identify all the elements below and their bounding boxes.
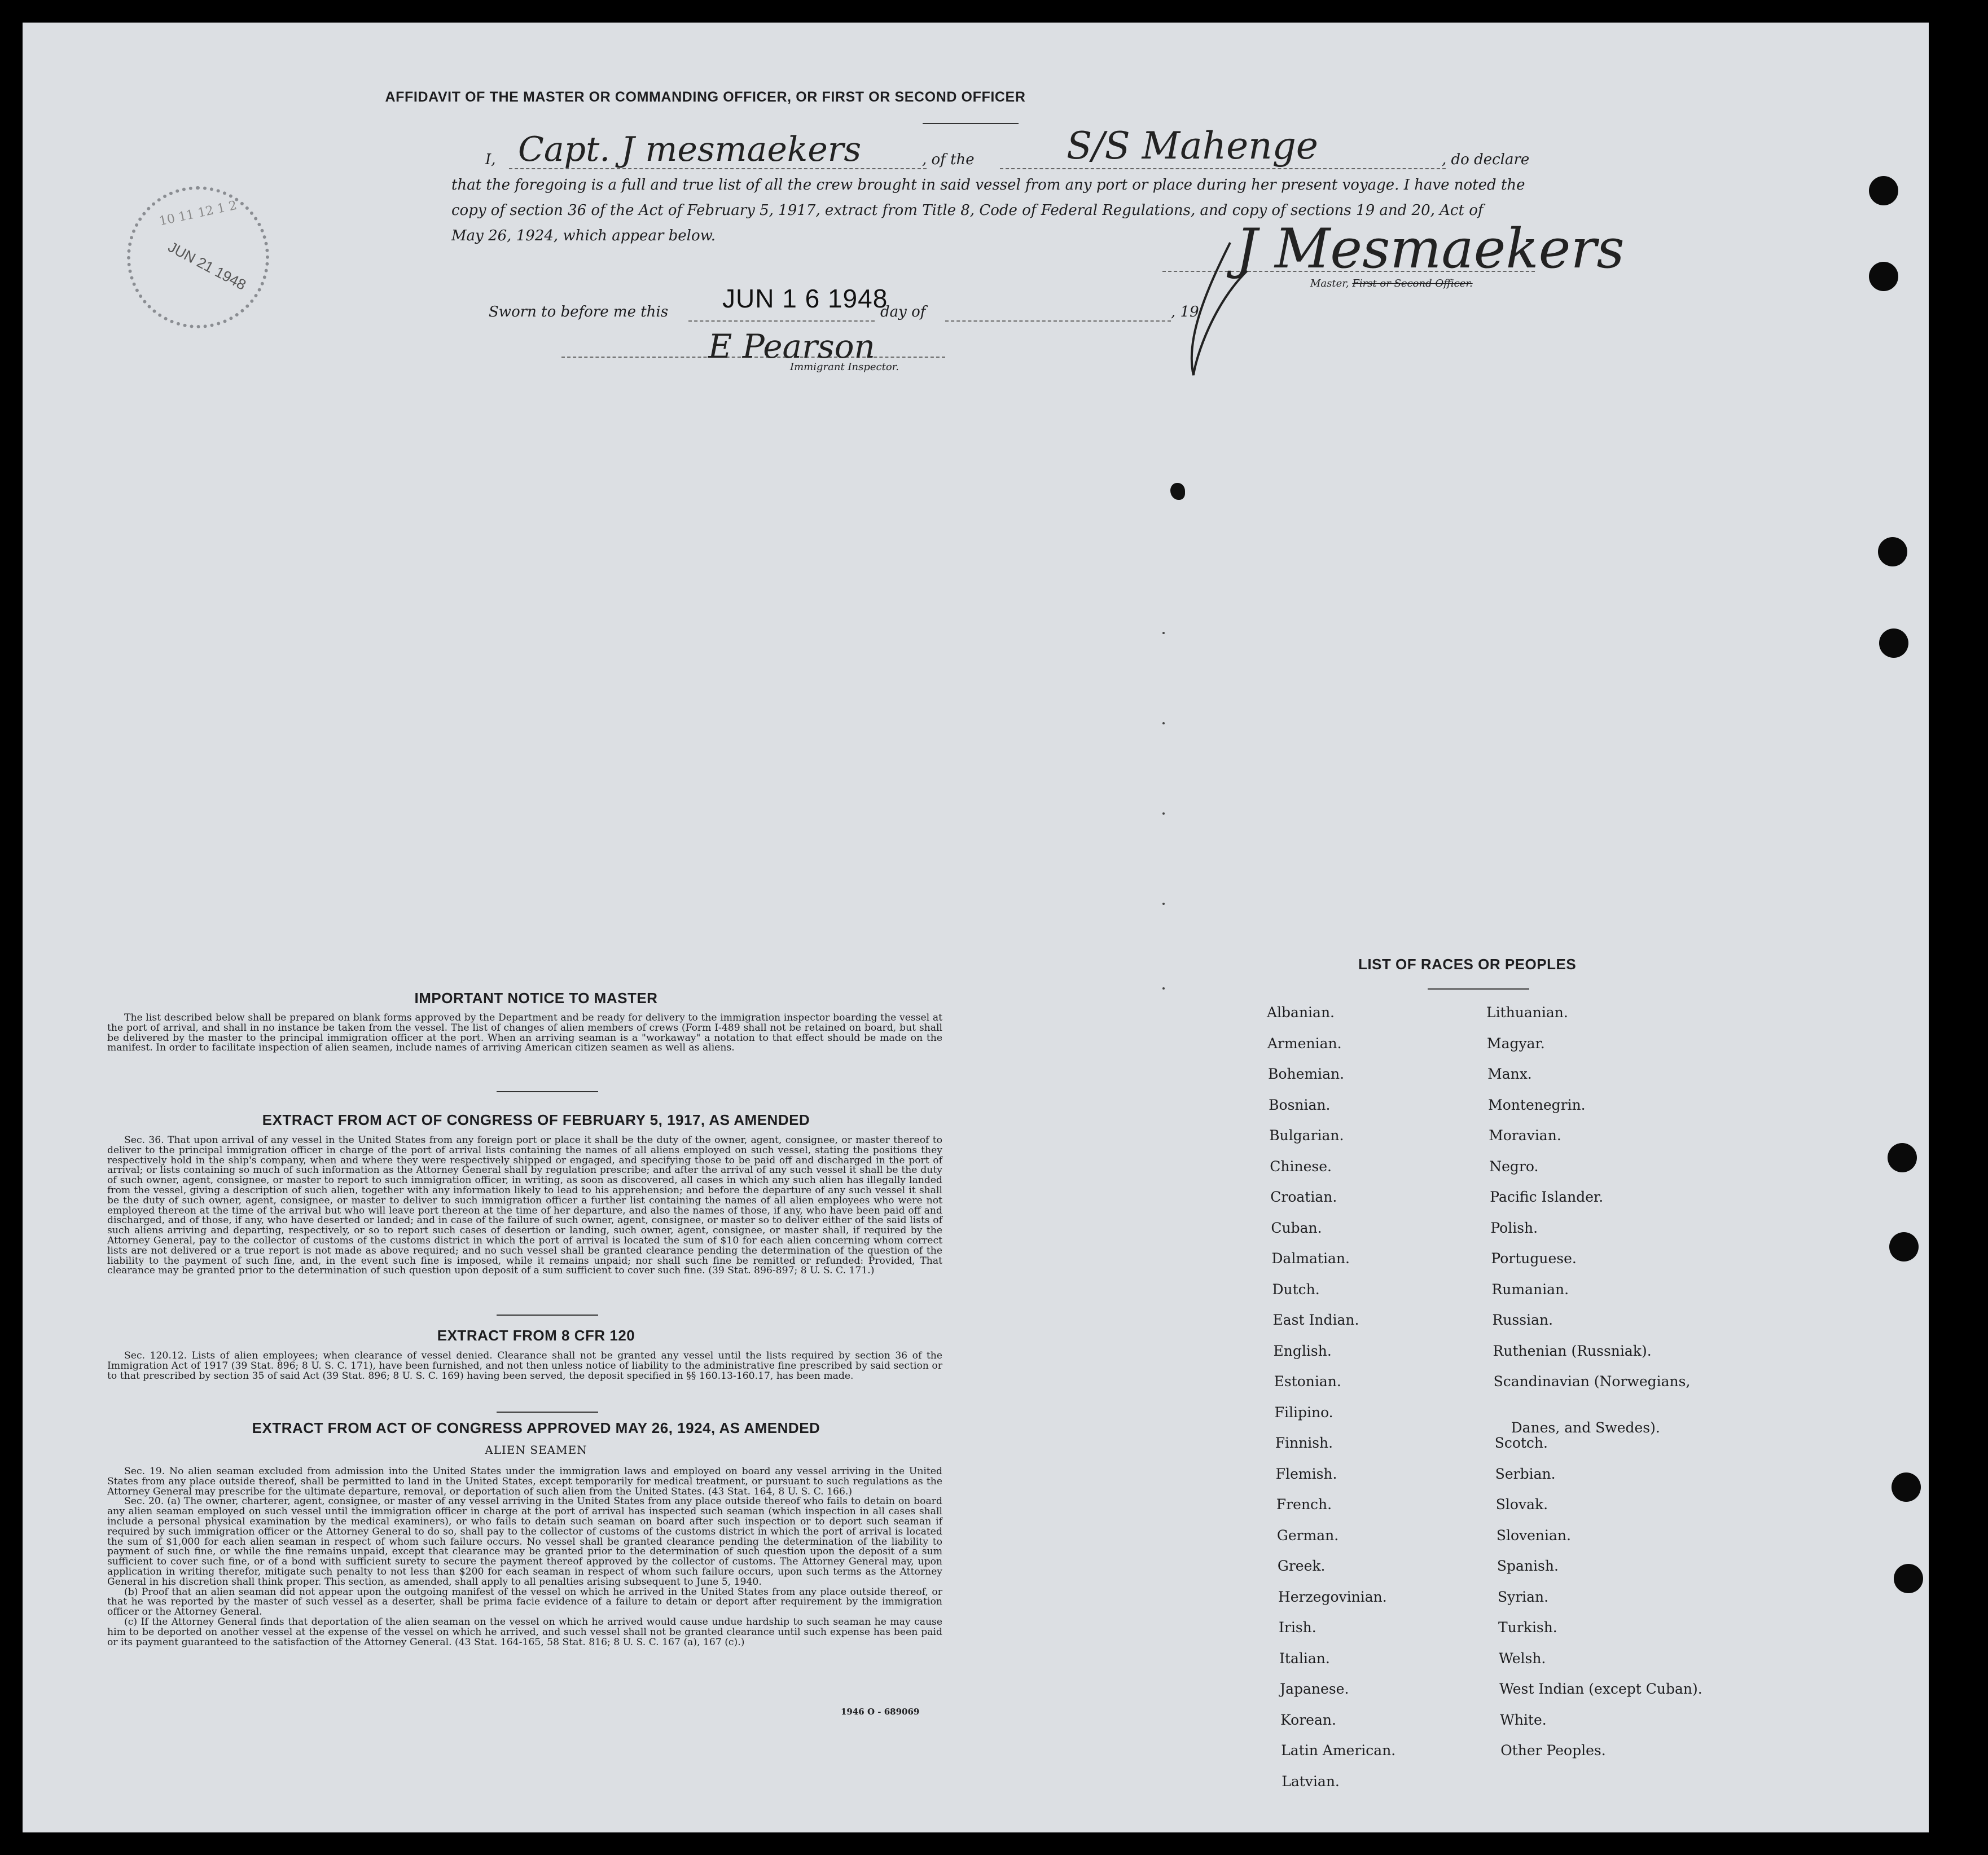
print-code: 1946 O - 689069 (841, 1707, 920, 1717)
sec-19-text: Sec. 19. No alien seaman excluded from admission into the United States under the immigration laws and employed on board any vessel arriving in the United States from any place outside thereof, shall be permitted to land in the United States, except temporarily for medical treatment, or pursuant to such regulations as the Attorney General may prescribe for the ultimate departure, removal, or deportation of such alien from the United States. (43 Stat. 164, 8 U. S. C. 166.) (107, 1466, 942, 1497)
race-item: Ruthenian (Russniak). (1493, 1342, 1652, 1359)
sworn-label: Sworn to before me this (489, 304, 669, 320)
race-item: Flemish. (1275, 1465, 1337, 1482)
sworn-day-line (688, 320, 875, 322)
race-item: Filipino. (1274, 1404, 1333, 1421)
extract-1924-body (107, 1467, 942, 1647)
races-title: LIST OF RACES OR PEOPLES (1358, 956, 1577, 973)
master-name-handwritten: Capt. J mesmaekers (518, 130, 862, 169)
race-item: Russian. (1492, 1312, 1553, 1328)
race-item: Negro. (1489, 1158, 1539, 1175)
race-item: Pacific Islander. (1490, 1189, 1604, 1205)
race-item: German. (1276, 1527, 1339, 1544)
race-item: Spanish. (1497, 1558, 1559, 1574)
declaration-line-3: copy of section 36 of the Act of February 5, 1917, extract from Title 8, Code of Federal Regulations, and copy of sections 19 and 20, Act of (451, 202, 1484, 219)
extract-cfr-title: EXTRACT FROM 8 CFR 120 (437, 1327, 635, 1344)
master-caption-master: Master, (1310, 278, 1349, 289)
race-item: West Indian (except Cuban). (1499, 1681, 1702, 1697)
document-sheet (23, 23, 1929, 1832)
inspector-signature: E Pearson (708, 327, 875, 366)
race-item: Welsh. (1499, 1650, 1546, 1667)
race-item: Slovak. (1495, 1496, 1548, 1513)
race-item: Croatian. (1270, 1189, 1337, 1205)
sworn-date-stamp: JUN 1 6 1948 (722, 284, 888, 313)
race-item: Finnish. (1275, 1435, 1333, 1451)
race-item: Bohemian. (1268, 1066, 1345, 1082)
title-rule (923, 123, 1019, 124)
master-caption (1310, 278, 1473, 289)
race-item: Magyar. (1487, 1035, 1545, 1052)
year-prefix: , 19 (1171, 304, 1199, 320)
notice-rule (497, 1091, 598, 1092)
race-item: Manx. (1487, 1066, 1532, 1082)
punch-hole (1892, 1472, 1921, 1502)
race-item: Danes, and Swedes). (1511, 1419, 1660, 1436)
print-dot (1162, 632, 1165, 634)
print-dot (1162, 812, 1165, 815)
punch-hole (1894, 1564, 1923, 1593)
race-item: Scandinavian (Norwegians, (1493, 1373, 1691, 1390)
race-item: Italian. (1279, 1650, 1330, 1667)
sec-20c-text: (c) If the Attorney General finds that deportation of the alien seaman on the vessel on which he arrived would cause undue hardship to such seaman he may cause him to be deported on another vessel at the expense of the vessel on which he arrived, and such vessel shall not be granted clearance until such expense has been paid or its payment guaranteed to the satisfaction of the Attorney General. (43 Stat. 164-165, 58 Stat. 816; 8 U. S. C. 167 (a), 167 (c).) (107, 1616, 942, 1648)
race-item: Slovenian. (1496, 1527, 1571, 1544)
race-item: Latin American. (1281, 1742, 1396, 1759)
sworn-month-line (945, 320, 1171, 322)
race-item: Rumanian. (1491, 1281, 1569, 1298)
race-item: Irish. (1279, 1619, 1316, 1636)
postmark-date: JUN 21 1948 (165, 238, 249, 293)
punch-hole (1888, 1143, 1917, 1172)
declaration-line-2a: that the foregoing is a full and true list of all the crew brought in said vessel from any port or place during (451, 177, 1247, 194)
race-item: Japanese. (1280, 1681, 1349, 1697)
race-item: Other Peoples. (1500, 1742, 1606, 1759)
race-item: East Indian. (1272, 1312, 1359, 1328)
master-caption-struck: First or Second Officer. (1352, 278, 1473, 289)
day-of-label: day of (880, 304, 926, 320)
race-item: Herzegovinian. (1278, 1588, 1387, 1605)
punch-hole (1879, 628, 1908, 658)
notice-text: The list described below shall be prepared on blank forms approved by the Department and be ready for delivery to the immigration inspector boarding the vessel at the port of arrival, and shall in no instance be taken from the vessel. The list of changes of alien members of crews (Form I-489 shall not be retained on board, but shall be delivered by the master to the principal immigration officer at the port. When an arriving seaman is a "workaway" a notation to that effect should be made on the manifest. In order to facilitate inspection of alien seamen, include names of arriving American citizen seamen as well as aliens. (107, 1012, 942, 1054)
affidavit-title: AFFIDAVIT OF THE MASTER OR COMMANDING OFFICER, OR FIRST OR SECOND OFFICER (385, 89, 1026, 105)
inspector-caption: Immigrant Inspector. (790, 361, 899, 373)
race-item: French. (1276, 1496, 1332, 1513)
race-item: Moravian. (1489, 1127, 1561, 1144)
extract-1917-rule (497, 1315, 598, 1316)
declare-label: , do declare (1442, 151, 1530, 168)
declaration-line-2 (451, 177, 1525, 194)
sec-20b-text: (b) Proof that an alien seaman did not appear upon the outgoing manifest of the vessel on which he arrived in the United States from any place outside thereof, or that he was reported by the master of such vessel as a deserter, shall be prima facie evidence of a failure to detain or deport after requirement by the immigration officer or the Attorney General. (107, 1586, 942, 1618)
punch-hole (1869, 176, 1898, 205)
race-item: Albanian. (1267, 1004, 1335, 1021)
vessel-name-handwritten: S/S Mahenge (1067, 124, 1318, 168)
i-label: I, (485, 151, 496, 168)
her-word: her (1251, 177, 1276, 194)
vessel-name-line (1000, 168, 1446, 169)
postmark-stamp (127, 186, 269, 328)
extract-cfr-text: Sec. 120.12. Lists of alien employees; when clearance of vessel denied. Clearance shall not be granted any vessel until the lists required by section 36 of the Immigration Act of 1917 (39 Stat. 896; 8 U. S. C. 171), have been furnished, and not then unless notice of liability to the administrative fine prescribed by said section or to that prescribed by section 35 of said Act (39 Stat. 896; 8 U. S. C. 169) having been served, the deposit specified in §§ 160.13-160.17, has been made. (107, 1350, 942, 1382)
print-dot (1162, 722, 1165, 724)
race-item: Syrian. (1497, 1588, 1549, 1605)
race-item: Greek. (1277, 1558, 1326, 1574)
race-item: Polish. (1490, 1219, 1538, 1236)
race-item: Estonian. (1274, 1373, 1341, 1390)
race-item: Portuguese. (1491, 1250, 1577, 1267)
declaration-line-4: May 26, 1924, which appear below. (451, 227, 716, 244)
race-item: Dalmatian. (1271, 1250, 1350, 1267)
of-the-label: , of the (922, 151, 975, 168)
race-item: Dutch. (1272, 1281, 1320, 1298)
extract-1917-title: EXTRACT FROM ACT OF CONGRESS OF FEBRUARY 5, 1917, AS AMENDED (262, 1111, 810, 1128)
extract-cfr-rule (497, 1412, 598, 1413)
declaration-line-2c: present voyage. I have noted the (1280, 177, 1525, 194)
master-signature: J Mesmaekers (1236, 217, 1625, 280)
race-item: Bulgarian. (1269, 1127, 1344, 1144)
race-item: Montenegrin. (1488, 1096, 1586, 1113)
race-item: Scotch. (1494, 1435, 1548, 1451)
notice-title: IMPORTANT NOTICE TO MASTER (414, 990, 658, 1006)
punch-hole (1889, 1232, 1919, 1261)
race-item: Cuban. (1271, 1219, 1322, 1236)
extract-1917-text: Sec. 36. That upon arrival of any vessel in the United States from any foreign port or place it shall be the duty of the owner, agent, consignee, or master thereof to deliver to the principal immigration officer in charge of the port of arrival lists containing the names of all aliens employed on such vessel, stating the positions they respectively hold in the ship's company, when and where they were respectively shipped or engaged, and specifying those to be paid off and discharged in the port of arrival; or lists containing so much of such information as the Attorney General shall by regulation prescribe; and after the arrival of any such vessel it shall be the duty of such owner, agent, consignee, or master to report to such immigration officer, in writing, as soon as discovered, all cases in which any such alien has illegally landed from the vessel, giving a description of such alien, together with any information likely to lead to his apprehension; and before the departure of any such vessel it shall be the duty of such owner, agent, consignee, or master to deliver to such immigration officer a further list containing the names of all alien employees who were not employed thereon at the time of the arrival but who will leave port thereon at the time of her departure, and also the names of those, if any, who have been paid off and discharged, and of those, if any, who have deserted or landed; and in case of the failure of such owner, agent, consignee, or master so to deliver either of the said lists of such aliens arriving and departing, respectively, or so to report such cases of desertion or landing, such owner, agent, consignee, or master shall, if required by the Attorney General, pay to the collector of customs of the customs district in which the port of arrival is located the sum of $10 for each alien concerning whom correct lists are not delivered or a true report is not made as above required; and no such vessel shall be granted clearance pending the determination of the question of the liability to the payment of such fine, and, in the event such fine is imposed, while it remains unpaid; nor shall such fine be remitted or refunded: Provided, That clearance may be granted prior to the determination of such question upon deposit of a sum sufficient to cover such fine. (39 Stat. 896-897; 8 U. S. C. 171.) (107, 1135, 942, 1277)
race-item: Lithuanian. (1486, 1004, 1568, 1021)
sec-20a-text: Sec. 20. (a) The owner, charterer, agent, consignee, or master of any vessel arriving in the United States from any place outside thereof who fails to detain on board any alien seaman employed on such vessel until the immigration officer in charge at the port of arrival has inspected such seaman (which inspection in all cases shall include a personal physical examination by the medical examiners), or who fails to detain such seaman on board after such inspection or to deport such seaman if required by such immigration officer or the Attorney General to do so, shall pay to the collector of customs of the customs district in which the port of arrival is located the sum of $1,000 for each alien seaman in respect of whom such failure occurs. No vessel shall be granted clearance pending the determination of the liability to payment of such fine, or while the fine remains unpaid, except that clearance may be granted prior to the determination of such question upon the deposit of a sum sufficient to cover such fine, or of a bond with sufficient surety to secure the payment thereof approved by the collector of customs. The Attorney General may, upon application in writing therefor, mitigate such penalty to not less than $200 for each seaman in respect of whom such failure occurs, upon such terms as the Attorney General in his discretion shall think proper. This section, as amended, shall apply to all penalties arising subsequent to June 5, 1940. (107, 1496, 942, 1588)
postmark-numbers: 10 11 12 1 2 (157, 198, 239, 229)
punch-hole (1869, 262, 1898, 291)
race-item: Latvian. (1282, 1773, 1340, 1790)
extract-1924-title: EXTRACT FROM ACT OF CONGRESS APPROVED MAY 26, 1924, AS AMENDED (252, 1419, 820, 1436)
race-item: Bosnian. (1269, 1096, 1331, 1113)
race-item: Serbian. (1495, 1465, 1556, 1482)
races-rule (1428, 988, 1529, 990)
race-item: Korean. (1280, 1711, 1336, 1728)
race-item: Armenian. (1267, 1035, 1342, 1052)
print-dot (1162, 903, 1165, 905)
race-item: White. (1500, 1711, 1547, 1728)
print-dot (1162, 987, 1165, 990)
race-item: Chinese. (1270, 1158, 1332, 1175)
race-item: English. (1273, 1342, 1332, 1359)
punch-hole (1878, 537, 1907, 566)
extract-1924-subtitle: ALIEN SEAMEN (485, 1443, 587, 1457)
race-item: Turkish. (1498, 1619, 1557, 1636)
ink-blot (1170, 483, 1185, 500)
